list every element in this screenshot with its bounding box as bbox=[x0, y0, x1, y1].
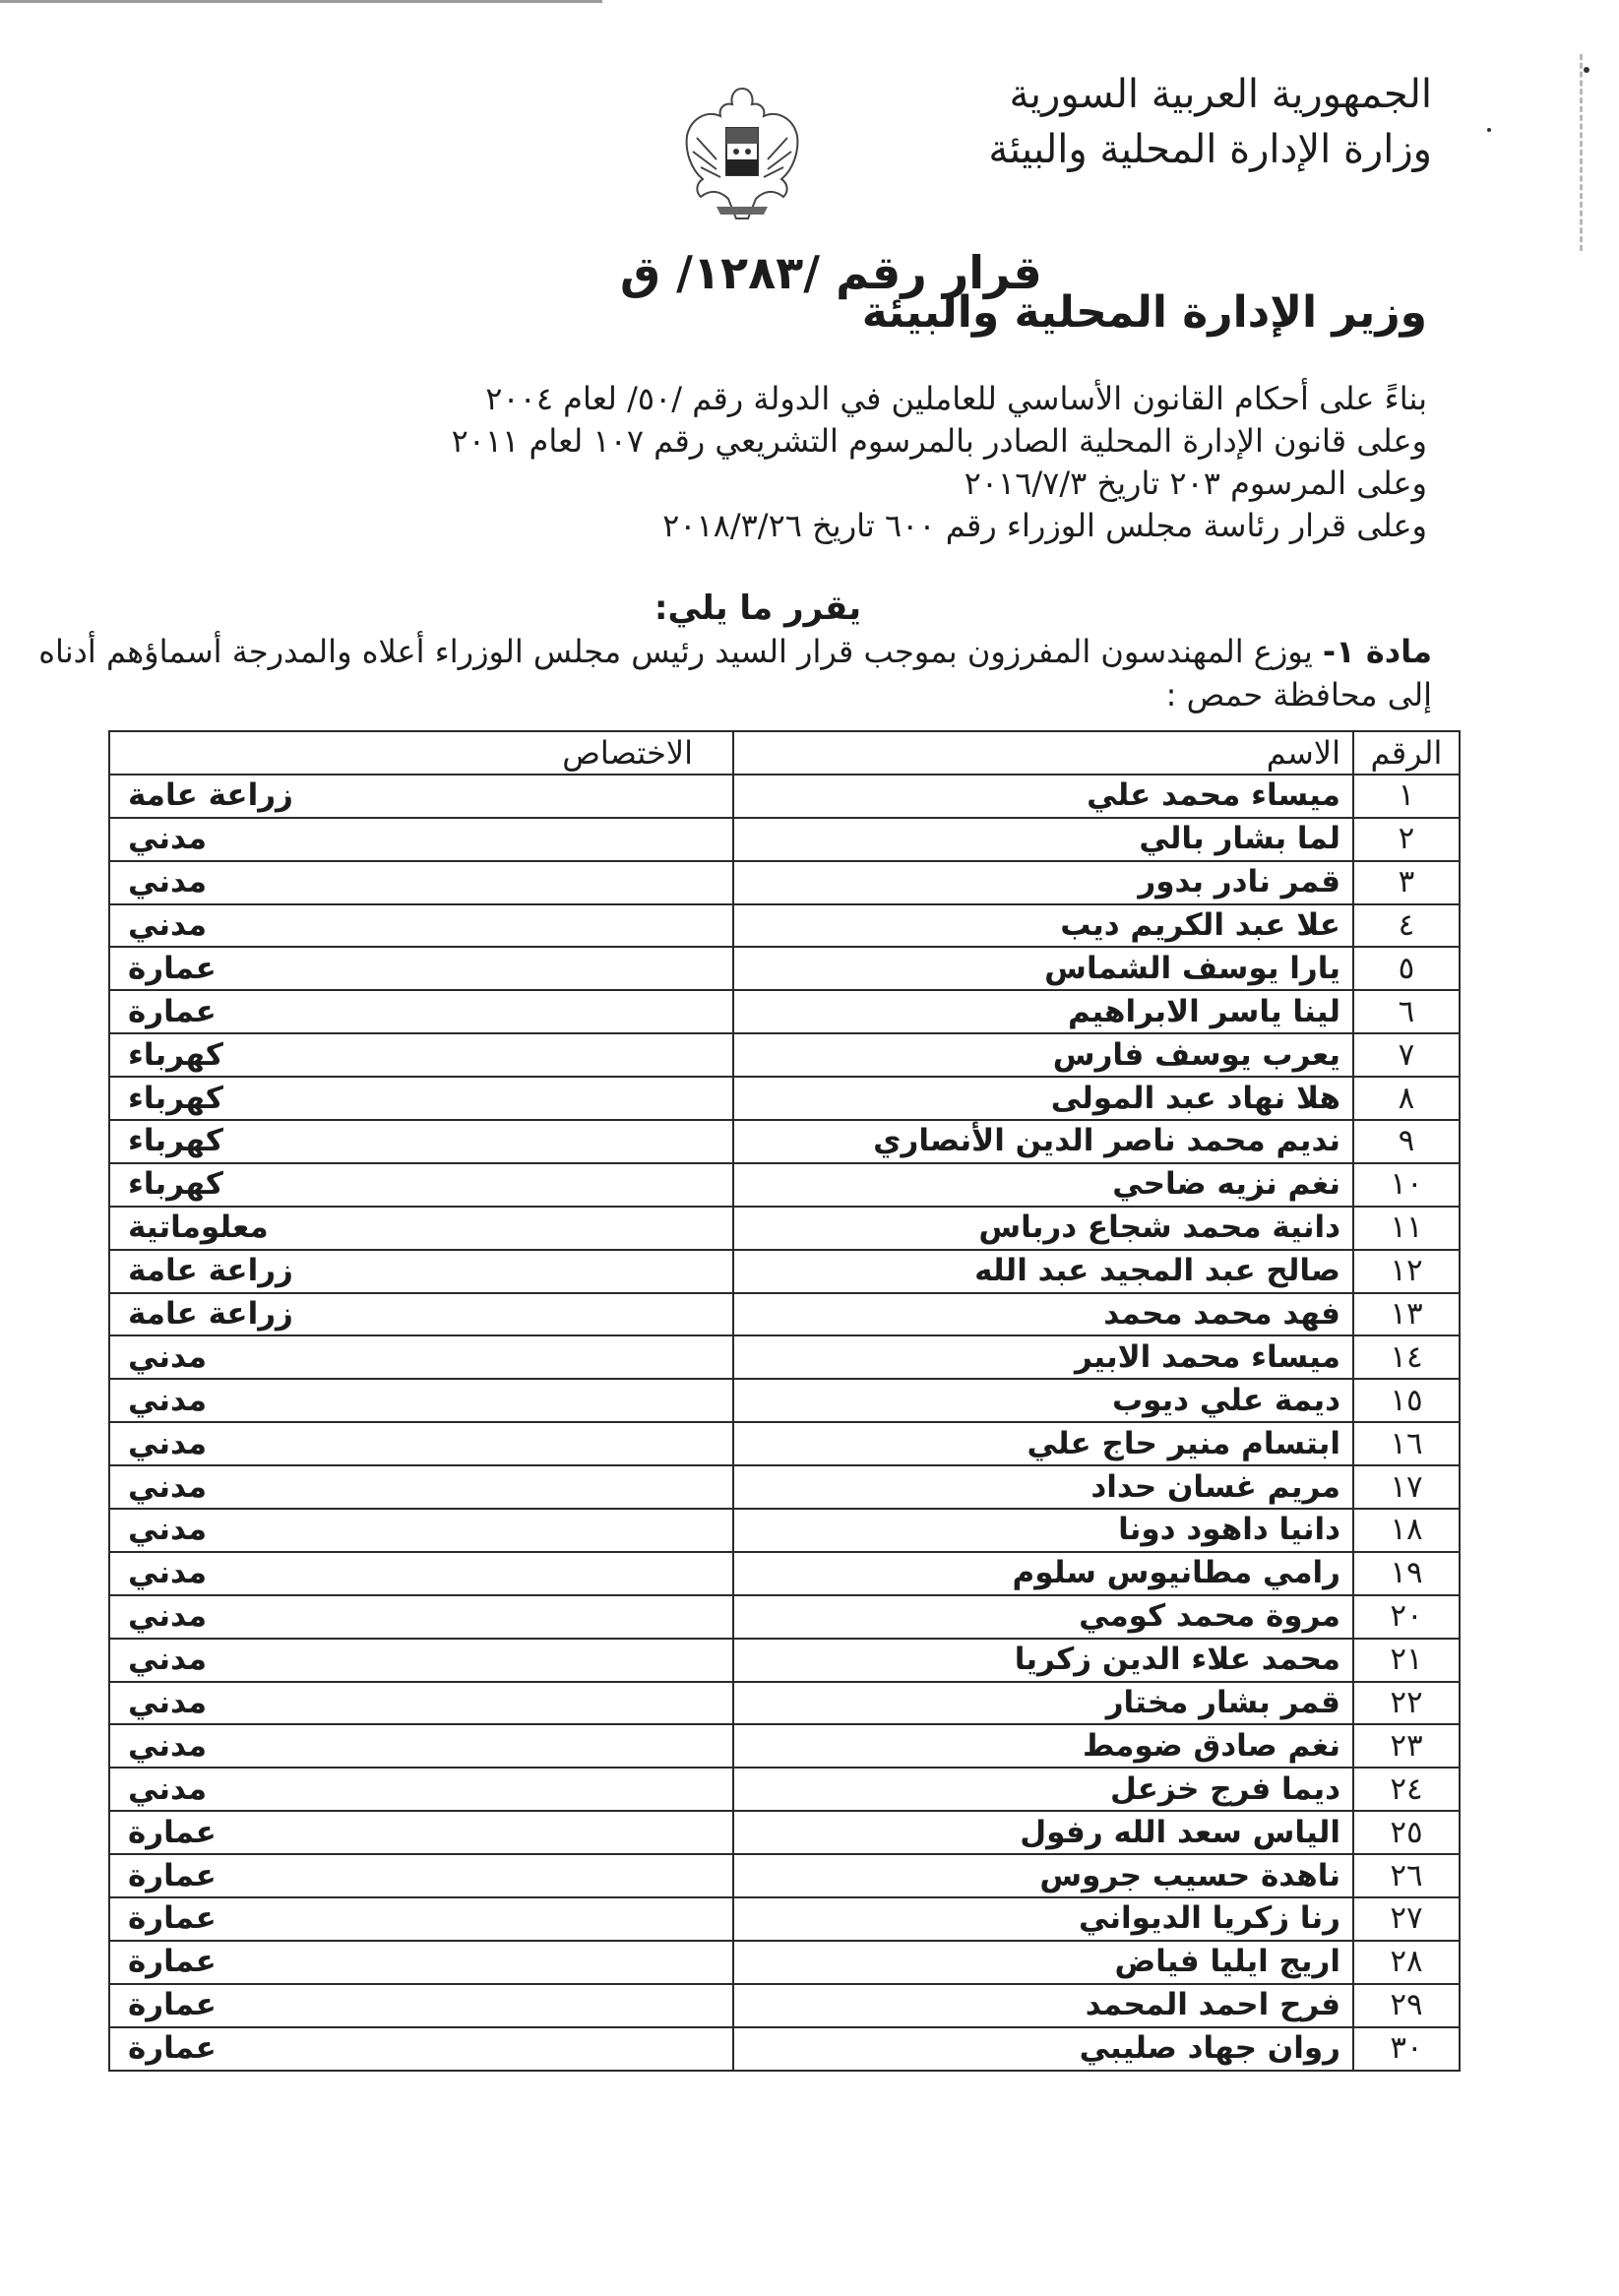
table-row bbox=[109, 990, 1460, 1033]
row-specialty: كهرباء bbox=[109, 1033, 733, 1077]
table-row bbox=[109, 1033, 1460, 1077]
row-name: مروة محمد كومي bbox=[733, 1595, 1353, 1639]
row-name: ميساء محمد علي bbox=[733, 775, 1353, 818]
row-name: هلا نهاد عبد المولى bbox=[733, 1077, 1353, 1120]
row-number: ٢٧ bbox=[1353, 1897, 1460, 1941]
row-name: رنا زكريا الديواني bbox=[733, 1897, 1353, 1941]
row-name: ديمة علي ديوب bbox=[733, 1379, 1353, 1422]
row-number: ٣٠ bbox=[1353, 2027, 1460, 2071]
row-specialty: زراعة عامة bbox=[109, 775, 733, 818]
row-specialty: عمارة bbox=[109, 947, 733, 990]
row-specialty: مدني bbox=[109, 1465, 733, 1509]
row-specialty: مدني bbox=[109, 1595, 733, 1639]
row-specialty: مدني bbox=[109, 1639, 733, 1682]
row-specialty: مدني bbox=[109, 1724, 733, 1768]
row-number: ٢٦ bbox=[1353, 1854, 1460, 1897]
table-row bbox=[109, 1465, 1460, 1509]
table-row bbox=[109, 1293, 1460, 1336]
table-row bbox=[109, 1422, 1460, 1465]
row-specialty: مدني bbox=[109, 1682, 733, 1725]
row-name: دانية محمد شجاع درباس bbox=[733, 1207, 1353, 1250]
table-row bbox=[109, 1552, 1460, 1595]
row-specialty: مدني bbox=[109, 1509, 733, 1552]
row-name: نغم نزيه ضاحي bbox=[733, 1163, 1353, 1207]
table-body bbox=[109, 775, 1460, 2071]
preamble-line: وعلى قانون الإدارة المحلية الصادر بالمرسوم التشريعي رقم ١٠٧ لعام ٢٠١١ bbox=[451, 422, 1427, 460]
row-name: يعرب يوسف فارس bbox=[733, 1033, 1353, 1077]
table-row bbox=[109, 861, 1460, 904]
table-row bbox=[109, 775, 1460, 818]
scan-dot bbox=[1584, 67, 1589, 73]
row-number: ١٨ bbox=[1353, 1509, 1460, 1552]
table-row bbox=[109, 904, 1460, 948]
row-specialty: عمارة bbox=[109, 1897, 733, 1941]
row-number: ٢٤ bbox=[1353, 1768, 1460, 1811]
row-number: ٢٣ bbox=[1353, 1724, 1460, 1768]
scan-top-rule bbox=[0, 0, 602, 3]
preamble-line: وعلى قرار رئاسة مجلس الوزراء رقم ٦٠٠ تاريخ ٢٠١٨/٣/٢٦ bbox=[662, 507, 1427, 544]
table-row bbox=[109, 947, 1460, 990]
table-row bbox=[109, 1682, 1460, 1725]
row-name: يارا يوسف الشماس bbox=[733, 947, 1353, 990]
row-name: رامي مطانيوس سلوم bbox=[733, 1552, 1353, 1595]
row-name: روان جهاد صليبي bbox=[733, 2027, 1353, 2071]
table-row bbox=[109, 1077, 1460, 1120]
row-name: لينا ياسر الابراهيم bbox=[733, 990, 1353, 1033]
row-number: ١٠ bbox=[1353, 1163, 1460, 1207]
row-specialty: عمارة bbox=[109, 2027, 733, 2071]
row-name: الياس سعد الله رفول bbox=[733, 1811, 1353, 1854]
ministry-name: وزارة الإدارة المحلية والبيئة bbox=[988, 127, 1432, 172]
row-name: محمد علاء الدين زكريا bbox=[733, 1639, 1353, 1682]
engineers-table bbox=[108, 730, 1461, 2072]
table-row bbox=[109, 1207, 1460, 1250]
table-row bbox=[109, 1250, 1460, 1293]
table-row bbox=[109, 1509, 1460, 1552]
table-row bbox=[109, 1639, 1460, 1682]
row-number: ١ bbox=[1353, 775, 1460, 818]
row-number: ١٣ bbox=[1353, 1293, 1460, 1336]
row-number: ١٢ bbox=[1353, 1250, 1460, 1293]
row-number: ٢٢ bbox=[1353, 1682, 1460, 1725]
row-name: لما بشار بالي bbox=[733, 818, 1353, 861]
header-specialty: الاختصاص bbox=[109, 731, 733, 775]
table-row bbox=[109, 1379, 1460, 1422]
row-number: ١٥ bbox=[1353, 1379, 1460, 1422]
row-name: قمر نادر بدور bbox=[733, 861, 1353, 904]
table-row bbox=[109, 1811, 1460, 1854]
row-number: ٤ bbox=[1353, 904, 1460, 948]
table-row bbox=[109, 1163, 1460, 1207]
article-line-1 bbox=[38, 630, 1432, 673]
row-specialty: كهرباء bbox=[109, 1120, 733, 1163]
row-number: ٣ bbox=[1353, 861, 1460, 904]
row-specialty: عمارة bbox=[109, 1984, 733, 2027]
table-row bbox=[109, 1897, 1460, 1941]
decides-heading: يقرر ما يلي: bbox=[654, 589, 861, 628]
row-name: صالح عبد المجيد عبد الله bbox=[733, 1250, 1353, 1293]
row-number: ٢١ bbox=[1353, 1639, 1460, 1682]
row-name: فهد محمد محمد bbox=[733, 1293, 1353, 1336]
row-specialty: زراعة عامة bbox=[109, 1250, 733, 1293]
table-header-row bbox=[109, 731, 1460, 775]
row-number: ٢ bbox=[1353, 818, 1460, 861]
row-specialty: مدني bbox=[109, 1768, 733, 1811]
row-specialty: مدني bbox=[109, 904, 733, 948]
table-row bbox=[109, 818, 1460, 861]
row-number: ٩ bbox=[1353, 1120, 1460, 1163]
table-row bbox=[109, 1854, 1460, 1897]
row-number: ١٩ bbox=[1353, 1552, 1460, 1595]
table-row bbox=[109, 1335, 1460, 1379]
row-name: نغم صادق ضومط bbox=[733, 1724, 1353, 1768]
row-number: ٢٠ bbox=[1353, 1595, 1460, 1639]
row-number: ٥ bbox=[1353, 947, 1460, 990]
preamble-line: وعلى المرسوم ٢٠٣ تاريخ ٢٠١٦/٧/٣ bbox=[964, 465, 1427, 502]
row-name: قمر بشار مختار bbox=[733, 1682, 1353, 1725]
scan-dot bbox=[1487, 128, 1491, 132]
row-name: اريج ايليا فياض bbox=[733, 1941, 1353, 1984]
table-row bbox=[109, 1768, 1460, 1811]
row-specialty: مدني bbox=[109, 818, 733, 861]
row-name: مريم غسان حداد bbox=[733, 1465, 1353, 1509]
header-number: الرقم bbox=[1353, 731, 1460, 775]
scan-edge-marks bbox=[1576, 54, 1583, 251]
row-number: ٨ bbox=[1353, 1077, 1460, 1120]
country-name: الجمهورية العربية السورية bbox=[1009, 72, 1432, 117]
row-name: فرح احمد المحمد bbox=[733, 1984, 1353, 2027]
eagle-emblem-icon bbox=[677, 81, 807, 228]
article-label: مادة ١- bbox=[1322, 633, 1432, 670]
row-specialty: عمارة bbox=[109, 1854, 733, 1897]
header-name: الاسم bbox=[733, 731, 1353, 775]
row-specialty: كهرباء bbox=[109, 1077, 733, 1120]
row-specialty: مدني bbox=[109, 1422, 733, 1465]
row-specialty: عمارة bbox=[109, 990, 733, 1033]
table-row bbox=[109, 1724, 1460, 1768]
row-specialty: مدني bbox=[109, 1335, 733, 1379]
row-number: ٦ bbox=[1353, 990, 1460, 1033]
row-specialty: مدني bbox=[109, 1552, 733, 1595]
row-name: ناهدة حسيب جروس bbox=[733, 1854, 1353, 1897]
row-specialty: عمارة bbox=[109, 1811, 733, 1854]
table-row bbox=[109, 1984, 1460, 2027]
table-row bbox=[109, 2027, 1460, 2071]
row-specialty: معلوماتية bbox=[109, 1207, 733, 1250]
table-row bbox=[109, 1120, 1460, 1163]
row-number: ٢٥ bbox=[1353, 1811, 1460, 1854]
row-specialty: زراعة عامة bbox=[109, 1293, 733, 1336]
decision-number: قرار رقم /١٢٨٣/ ق bbox=[620, 246, 1042, 299]
row-number: ١٦ bbox=[1353, 1422, 1460, 1465]
preamble bbox=[226, 378, 1427, 547]
row-name: علا عبد الكريم ديب bbox=[733, 904, 1353, 948]
preamble-line: بناءً على أحكام القانون الأساسي للعاملين في الدولة رقم /٥٠/ لعام ٢٠٠٤ bbox=[485, 380, 1427, 417]
row-specialty: مدني bbox=[109, 861, 733, 904]
row-name: نديم محمد ناصر الدين الأنصاري bbox=[733, 1120, 1353, 1163]
article-line-2: إلى محافظة حمص : bbox=[1165, 676, 1432, 714]
row-specialty: كهرباء bbox=[109, 1163, 733, 1207]
letterhead bbox=[988, 67, 1432, 177]
row-name: ميساء محمد الابير bbox=[733, 1335, 1353, 1379]
row-name: دانيا داهود دونا bbox=[733, 1509, 1353, 1552]
row-number: ٧ bbox=[1353, 1033, 1460, 1077]
row-number: ١٧ bbox=[1353, 1465, 1460, 1509]
table-row bbox=[109, 1941, 1460, 1984]
article-text: يوزع المهندسون المفرزون بموجب قرار السيد رئيس مجلس الوزراء أعلاه والمدرجة أسماؤهم أدناه bbox=[38, 633, 1313, 670]
row-number: ٢٨ bbox=[1353, 1941, 1460, 1984]
row-number: ٢٩ bbox=[1353, 1984, 1460, 2027]
row-number: ١٤ bbox=[1353, 1335, 1460, 1379]
article-1 bbox=[38, 630, 1432, 716]
row-specialty: مدني bbox=[109, 1379, 733, 1422]
table-row bbox=[109, 1595, 1460, 1639]
minister-title: وزير الإدارة المحلية والبيئة bbox=[861, 287, 1427, 338]
row-name: ديما فرج خزعل bbox=[733, 1768, 1353, 1811]
row-name: ابتسام منير حاج علي bbox=[733, 1422, 1353, 1465]
row-number: ١١ bbox=[1353, 1207, 1460, 1250]
row-specialty: عمارة bbox=[109, 1941, 733, 1984]
